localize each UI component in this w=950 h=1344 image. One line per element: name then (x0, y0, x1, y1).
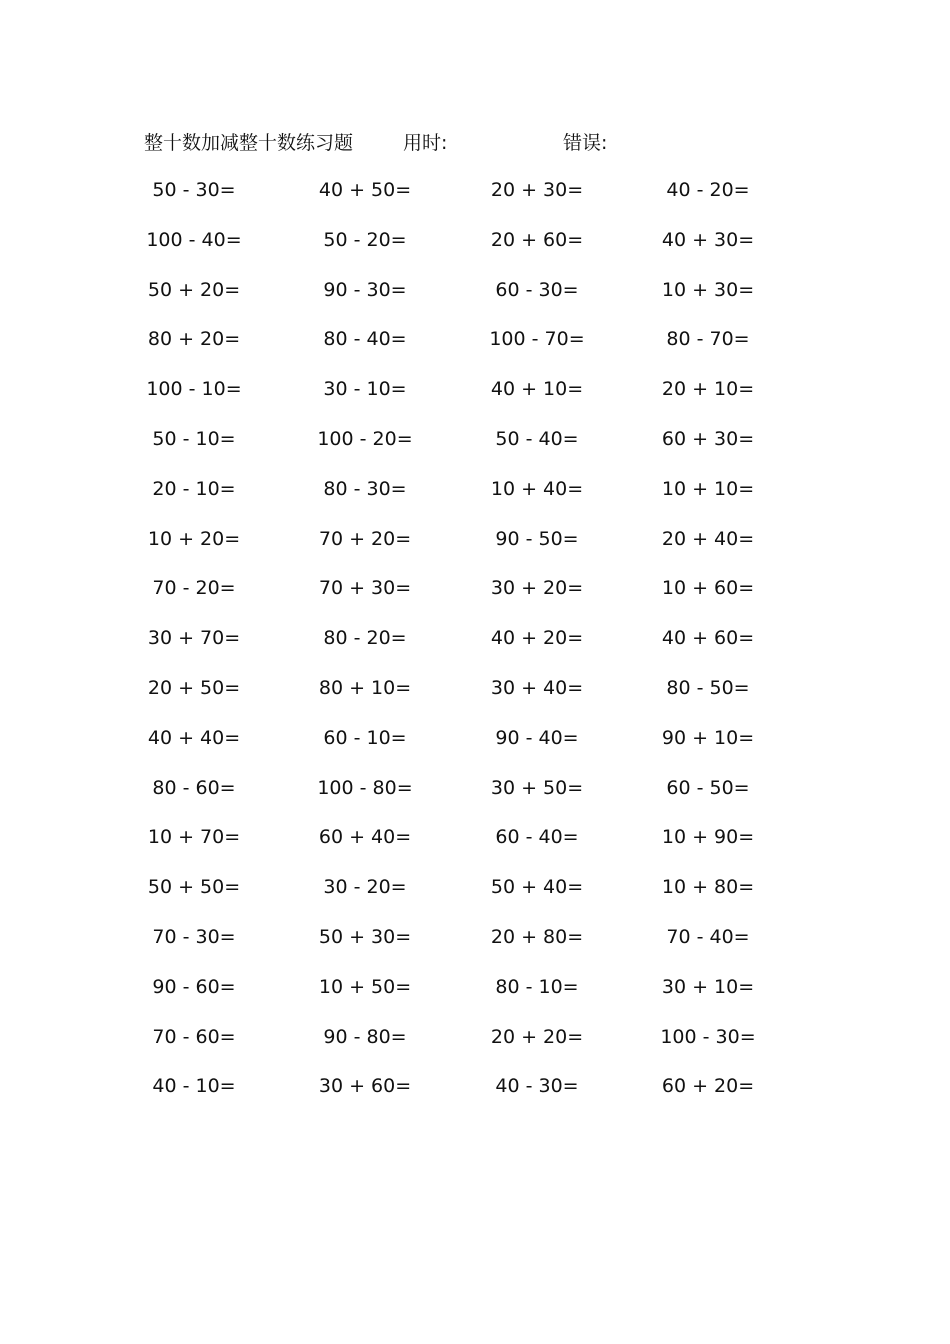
worksheet-title: 整十数加减整十数练习题 (144, 132, 354, 154)
math-problem: 20 + 60= (490, 228, 584, 251)
problem-row (0, 1072, 950, 1122)
math-problem: 50 - 10= (152, 427, 236, 450)
math-problem: 80 - 10= (495, 975, 579, 998)
problem-row (0, 226, 950, 276)
math-problem: 90 + 10= (661, 726, 755, 749)
problem-row (0, 923, 950, 973)
math-problem: 50 + 20= (147, 278, 241, 301)
math-problem: 70 - 20= (152, 577, 236, 600)
math-problem: 60 + 40= (318, 826, 412, 849)
math-problem: 60 - 50= (666, 776, 750, 799)
math-problem: 10 + 10= (661, 477, 755, 500)
math-problem: 40 - 20= (666, 179, 750, 201)
time-used-label: 用时: (403, 132, 448, 154)
math-problem: 10 + 70= (147, 826, 241, 849)
math-problem: 30 + 50= (490, 776, 584, 799)
math-problem: 20 + 80= (490, 925, 584, 948)
math-problem: 100 - 40= (146, 228, 242, 251)
math-problem: 90 - 60= (152, 975, 236, 998)
math-problem: 30 + 20= (490, 577, 584, 600)
math-problem: 40 - 30= (495, 1075, 579, 1098)
math-problem: 80 - 50= (666, 676, 750, 699)
math-problem: 80 - 40= (323, 328, 407, 351)
math-problem: 80 + 10= (318, 676, 412, 699)
math-problem: 100 - 30= (660, 1025, 756, 1048)
math-problem: 90 - 50= (495, 527, 579, 550)
math-problem: 10 + 90= (661, 826, 755, 849)
math-problem: 30 + 70= (147, 627, 241, 650)
math-problem: 10 + 50= (318, 975, 412, 998)
math-problem: 90 - 40= (495, 726, 579, 749)
problem-row (0, 574, 950, 624)
math-problem: 50 - 40= (495, 427, 579, 450)
math-problem: 10 + 20= (147, 527, 241, 550)
math-problem: 20 + 20= (490, 1025, 584, 1048)
problem-row (0, 774, 950, 824)
math-problem: 70 - 40= (666, 925, 750, 948)
problem-row (0, 425, 950, 475)
math-problem: 100 - 10= (146, 378, 242, 401)
math-problem: 30 + 40= (490, 676, 584, 699)
errors-label: 错误: (563, 132, 608, 154)
math-problem: 70 - 60= (152, 1025, 236, 1048)
math-problem: 60 - 40= (495, 826, 579, 849)
math-problem: 20 + 50= (147, 676, 241, 699)
math-problem: 70 + 30= (318, 577, 412, 600)
problem-row (0, 724, 950, 774)
math-problem: 100 - 20= (317, 427, 413, 450)
math-problem: 100 - 80= (317, 776, 413, 799)
math-problem: 30 - 20= (323, 876, 407, 899)
math-problem: 50 - 30= (152, 179, 236, 201)
problem-row (0, 873, 950, 923)
problem-row (0, 823, 950, 873)
problem-row (0, 525, 950, 575)
math-problem: 80 + 20= (147, 328, 241, 351)
math-problem: 60 + 30= (661, 427, 755, 450)
math-problem: 70 - 30= (152, 925, 236, 948)
math-problem: 60 - 10= (323, 726, 407, 749)
math-problem: 10 + 60= (661, 577, 755, 600)
math-problem: 10 + 30= (661, 278, 755, 301)
problem-row (0, 176, 950, 226)
problem-row (0, 375, 950, 425)
math-problem: 20 - 10= (152, 477, 236, 500)
math-problem: 100 - 70= (489, 328, 585, 351)
problem-row (0, 475, 950, 525)
problem-row (0, 674, 950, 724)
math-problem: 10 + 40= (490, 477, 584, 500)
math-problem: 50 + 30= (318, 925, 412, 948)
math-problem: 30 + 10= (661, 975, 755, 998)
math-problem: 20 + 30= (490, 179, 584, 201)
math-problem: 80 - 20= (323, 627, 407, 650)
math-problem: 50 - 20= (323, 228, 407, 251)
math-problem: 90 - 80= (323, 1025, 407, 1048)
math-problem: 80 - 60= (152, 776, 236, 799)
problem-row (0, 973, 950, 1023)
math-problem: 80 - 30= (323, 477, 407, 500)
problem-grid (0, 176, 950, 1122)
math-problem: 40 - 10= (152, 1075, 236, 1098)
math-problem: 50 + 50= (147, 876, 241, 899)
problem-row (0, 1023, 950, 1073)
math-problem: 40 + 50= (318, 179, 412, 201)
problem-row (0, 624, 950, 674)
math-problem: 40 + 10= (490, 378, 584, 401)
math-problem: 70 + 20= (318, 527, 412, 550)
math-problem: 10 + 80= (661, 876, 755, 899)
problem-row (0, 325, 950, 375)
problem-row (0, 276, 950, 326)
math-problem: 60 - 30= (495, 278, 579, 301)
worksheet-header (0, 128, 950, 156)
math-problem: 30 - 10= (323, 378, 407, 401)
math-problem: 20 + 40= (661, 527, 755, 550)
math-problem: 90 - 30= (323, 278, 407, 301)
math-problem: 30 + 60= (318, 1075, 412, 1098)
math-problem: 40 + 40= (147, 726, 241, 749)
math-problem: 60 + 20= (661, 1075, 755, 1098)
math-problem: 40 + 20= (490, 627, 584, 650)
math-problem: 20 + 10= (661, 378, 755, 401)
math-problem: 40 + 30= (661, 228, 755, 251)
math-problem: 80 - 70= (666, 328, 750, 351)
math-problem: 40 + 60= (661, 627, 755, 650)
math-problem: 50 + 40= (490, 876, 584, 899)
